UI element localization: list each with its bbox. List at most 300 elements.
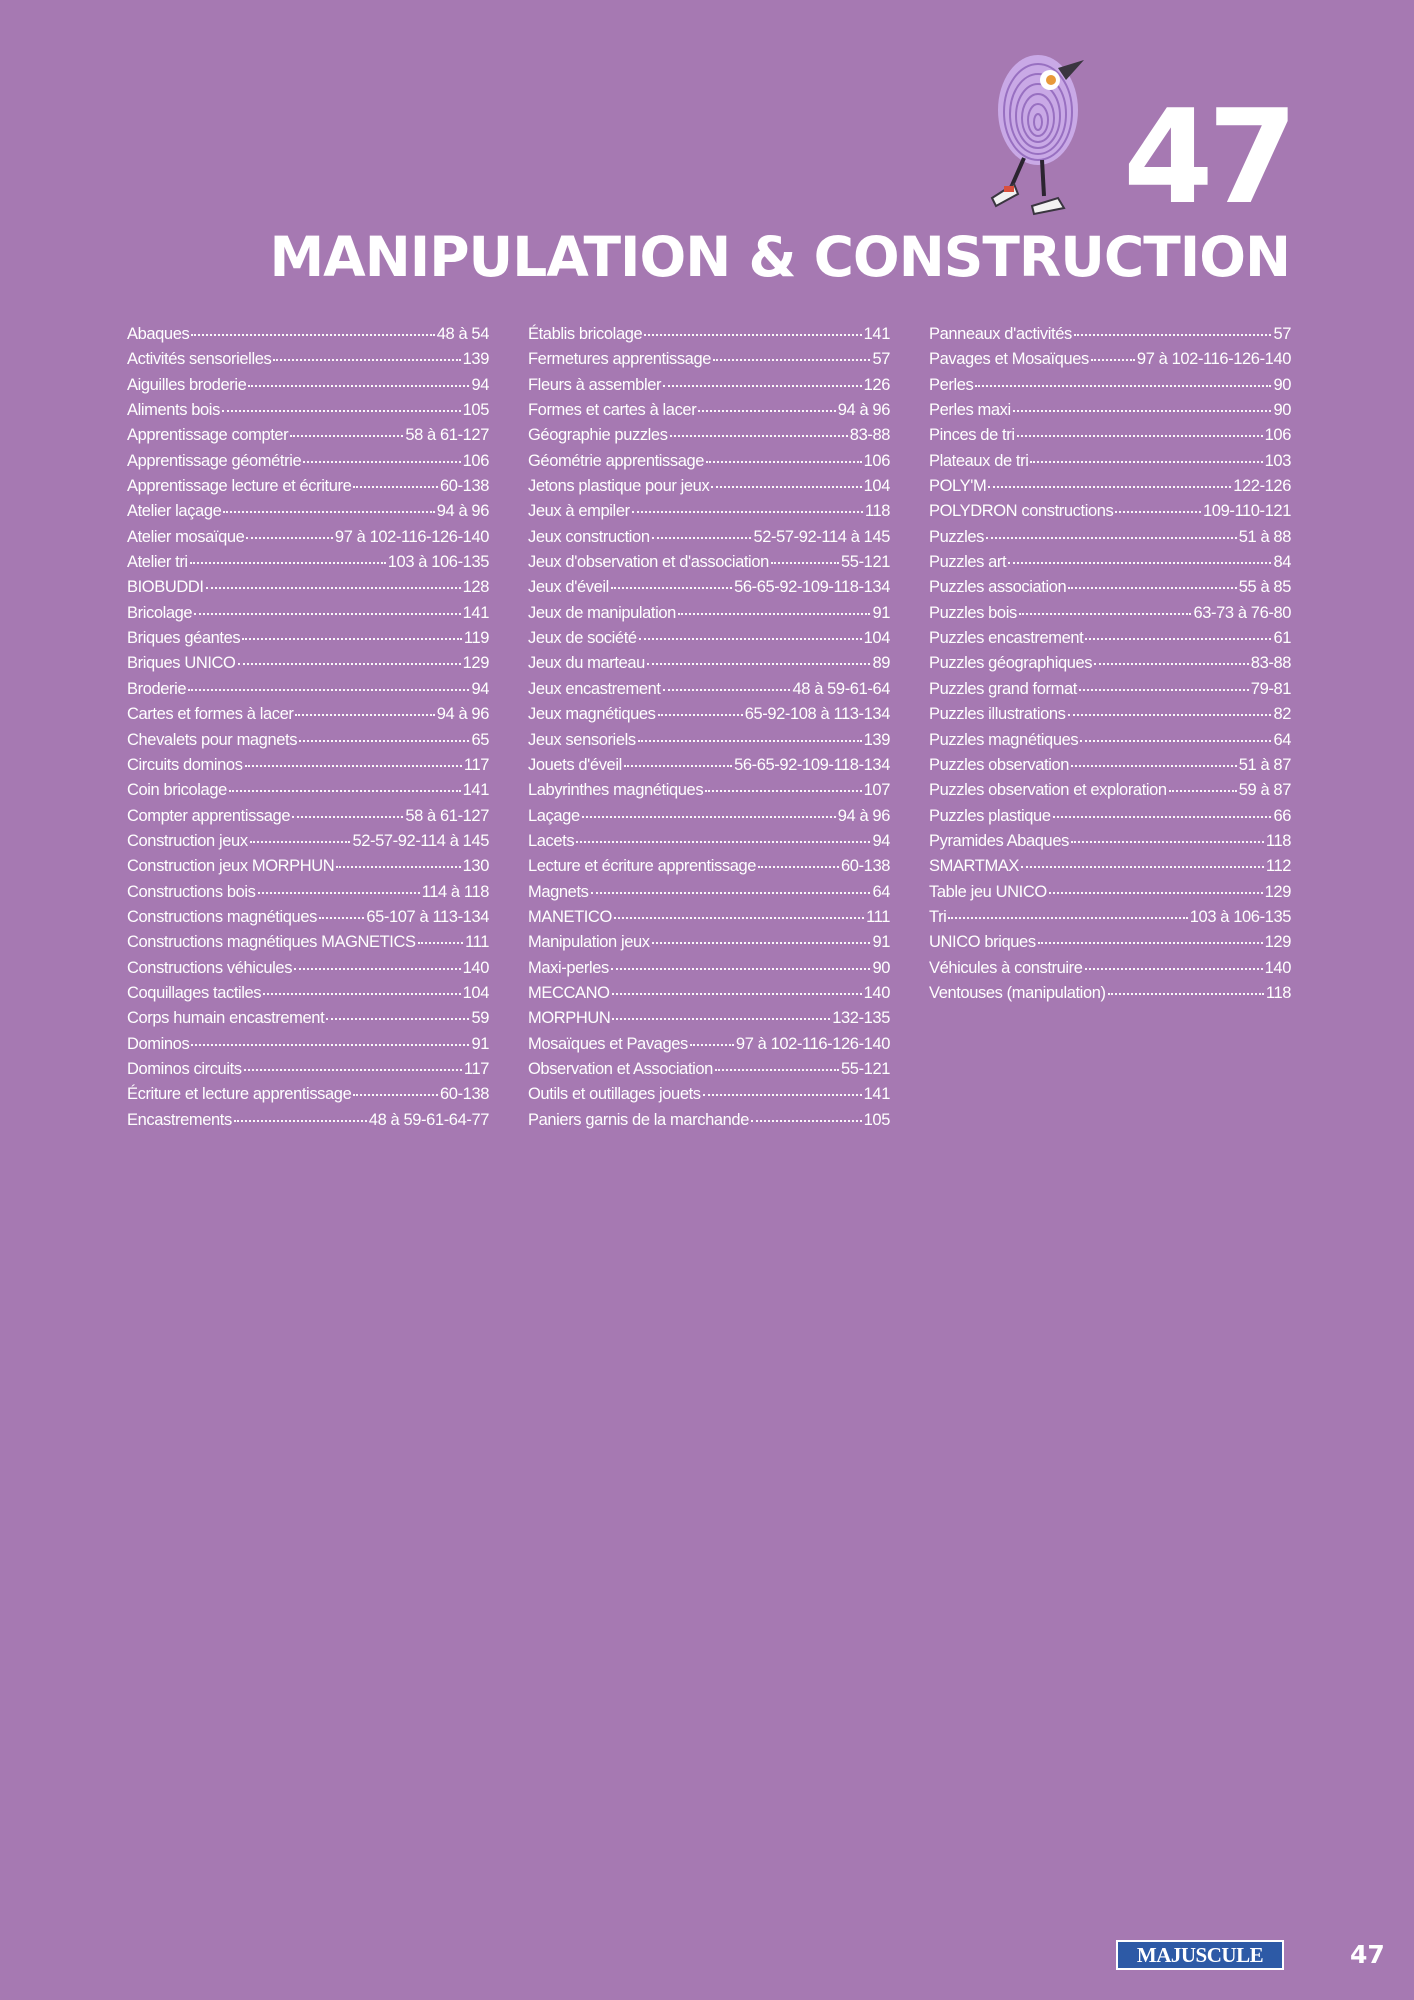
index-entry: [929, 550, 1291, 575]
index-entry: [127, 1082, 489, 1107]
index-pages: 90: [872, 958, 890, 977]
dot-leader: [678, 613, 871, 615]
index-pages: 55-121: [841, 1059, 890, 1078]
index-pages: 89: [872, 654, 890, 673]
index-term: Constructions véhicules: [127, 958, 293, 977]
dot-leader: [658, 714, 743, 716]
index-term: Apprentissage lecture et écriture: [127, 477, 352, 496]
index-entry: [528, 1057, 890, 1082]
index-term: BIOBUDDI: [127, 578, 204, 597]
index-entry: [528, 1006, 890, 1031]
index-term: Atelier laçage: [127, 502, 222, 521]
index-term: Circuits dominos: [127, 755, 243, 774]
index-term: Bricolage: [127, 603, 193, 622]
index-entry: [929, 829, 1291, 854]
chapter-number: 47: [1123, 81, 1292, 233]
index-term: Jeux encastrement: [528, 679, 661, 698]
index-pages: 139: [462, 350, 489, 369]
dot-leader: [706, 461, 862, 463]
index-pages: 61: [1273, 629, 1291, 648]
index-entry: [528, 499, 890, 524]
index-entry: [528, 575, 890, 600]
dot-leader: [612, 1018, 830, 1020]
index-term: Jeux du marteau: [528, 654, 645, 673]
brand-logo: MAJUSCULE: [1116, 1940, 1284, 1970]
index-term: Pavages et Mosaïques: [929, 350, 1089, 369]
index-column-1: [127, 322, 489, 1133]
index-pages: 97 à 102-116-126-140: [334, 527, 489, 546]
index-term: MECCANO: [528, 983, 610, 1002]
index-term: Jeux d'observation et d'association: [528, 553, 769, 572]
index-pages: 90: [1273, 401, 1291, 420]
dot-leader: [295, 714, 434, 716]
index-entry: [528, 804, 890, 829]
index-entry: [929, 322, 1291, 347]
index-pages: 90: [1273, 375, 1291, 394]
index-pages: 103: [1264, 451, 1291, 470]
index-pages: 97 à 102-116-126-140: [735, 1034, 890, 1053]
index-entry: [127, 398, 489, 423]
index-term: Jeux sensoriels: [528, 730, 636, 749]
index-entry: [528, 854, 890, 879]
dot-leader: [698, 410, 835, 412]
index-pages: 64: [1273, 730, 1291, 749]
dot-leader: [1091, 359, 1135, 361]
index-term: SMARTMAX: [929, 857, 1020, 876]
dot-leader: [948, 917, 1187, 919]
index-entry: [528, 981, 890, 1006]
index-entry: [127, 499, 489, 524]
index-entry: [528, 930, 890, 955]
index-entry: [127, 575, 489, 600]
index-entry: [528, 753, 890, 778]
dot-leader: [612, 993, 862, 995]
dot-leader: [638, 740, 862, 742]
index-term: Construction jeux MORPHUN: [127, 857, 335, 876]
index-term: Paniers garnis de la marchande: [528, 1110, 749, 1129]
index-term: Panneaux d'activités: [929, 325, 1072, 343]
dot-leader: [975, 385, 1271, 387]
index-entry: [929, 728, 1291, 753]
dot-leader: [273, 359, 460, 361]
index-pages: 122-126: [1233, 477, 1291, 496]
index-entry: [127, 550, 489, 575]
index-entry: [127, 930, 489, 955]
index-entry: [127, 1006, 489, 1031]
index-term: Magnets: [528, 882, 589, 901]
dot-leader: [647, 663, 871, 665]
dot-leader: [319, 917, 364, 919]
dot-leader: [248, 385, 469, 387]
index-term: Briques UNICO: [127, 654, 236, 673]
index-term: MORPHUN: [528, 1009, 611, 1028]
index-pages: 118: [1265, 983, 1291, 1002]
index-entry: [127, 322, 489, 347]
index-term: Établis bricolage: [528, 325, 643, 343]
dot-leader: [1085, 968, 1263, 970]
dot-leader: [715, 1069, 839, 1071]
index-pages: 118: [1265, 831, 1291, 850]
index-term: Constructions bois: [127, 882, 256, 901]
index-entry: [127, 474, 489, 499]
index-pages: 84: [1273, 553, 1291, 572]
dot-leader: [206, 587, 461, 589]
index-pages: 48 à 59-61-64-77: [368, 1110, 489, 1129]
index-pages: 94 à 96: [837, 401, 890, 420]
index-entry: [929, 981, 1291, 1006]
index-pages: 105: [863, 1110, 890, 1129]
index-pages: 117: [463, 1059, 489, 1078]
index-pages: 94: [471, 679, 489, 698]
index-term: Perles: [929, 375, 974, 394]
index-pages: 56-65-92-109-118-134: [734, 755, 890, 774]
dot-leader: [250, 841, 351, 843]
dot-leader: [222, 410, 461, 412]
index-term: Atelier tri: [127, 553, 188, 572]
index-term: Dominos circuits: [127, 1059, 242, 1078]
dot-leader: [705, 790, 861, 792]
index-pages: 58 à 61-127: [405, 426, 489, 445]
index-term: UNICO briques: [929, 933, 1036, 952]
index-entry: [528, 1108, 890, 1133]
index-term: Puzzles encastrement: [929, 629, 1084, 648]
dot-leader: [1094, 663, 1249, 665]
index-entry: [127, 1057, 489, 1082]
index-entry: [929, 804, 1291, 829]
index-pages: 57: [872, 350, 890, 369]
dot-leader: [191, 1044, 469, 1046]
index-term: Puzzles grand format: [929, 679, 1077, 698]
dot-leader: [1049, 892, 1263, 894]
index-term: Puzzles art: [929, 553, 1007, 572]
index-pages: 52-57-92-114 à 145: [753, 527, 890, 546]
index-pages: 104: [863, 477, 890, 496]
index-pages: 141: [863, 325, 890, 343]
index-entry: [528, 1082, 890, 1107]
dot-leader: [294, 968, 461, 970]
index-term: Constructions magnétiques MAGNETICS: [127, 933, 416, 952]
index-column-3: [929, 322, 1291, 1006]
index-term: Encastrements: [127, 1110, 232, 1129]
dot-leader: [238, 663, 461, 665]
index-pages: 83-88: [1250, 654, 1291, 673]
index-term: Pinces de tri: [929, 426, 1015, 445]
index-pages: 65-92-108 à 113-134: [744, 705, 890, 724]
index-pages: 60-138: [440, 1085, 489, 1104]
dot-leader: [1108, 993, 1264, 995]
index-entry: [528, 373, 890, 398]
index-pages: 141: [462, 603, 489, 622]
index-pages: 106: [462, 451, 489, 470]
index-entry: [528, 449, 890, 474]
page-number: 47: [1350, 1940, 1385, 1969]
index-pages: 91: [872, 933, 890, 952]
index-term: Puzzles bois: [929, 603, 1017, 622]
index-pages: 117: [463, 755, 489, 774]
index-term: Puzzles géographiques: [929, 654, 1093, 673]
dot-leader: [223, 511, 434, 513]
index-entry: [929, 930, 1291, 955]
index-entry: [127, 854, 489, 879]
dot-leader: [191, 334, 434, 336]
index-entry: [929, 677, 1291, 702]
index-term: Construction jeux: [127, 831, 248, 850]
index-pages: 94 à 96: [436, 502, 489, 521]
index-term: Fermetures apprentissage: [528, 350, 711, 369]
index-entry: [127, 347, 489, 372]
index-entry: [127, 880, 489, 905]
dot-leader: [751, 1120, 862, 1122]
index-entry: [929, 474, 1291, 499]
index-entry: [127, 829, 489, 854]
index-term: Jouets d'éveil: [528, 755, 622, 774]
dot-leader: [1080, 740, 1271, 742]
index-entry: [127, 728, 489, 753]
index-pages: 65-107 à 113-134: [366, 907, 489, 926]
index-pages: 140: [863, 983, 890, 1002]
index-pages: 56-65-92-109-118-134: [734, 578, 890, 597]
index-pages: 52-57-92-114 à 145: [352, 831, 489, 850]
dot-leader: [663, 689, 791, 691]
dot-leader: [614, 917, 864, 919]
index-term: Lecture et écriture apprentissage: [528, 857, 757, 876]
index-pages: 105: [462, 401, 489, 420]
dot-leader: [229, 790, 461, 792]
index-entry: [929, 525, 1291, 550]
dot-leader: [292, 816, 403, 818]
dot-leader: [188, 689, 469, 691]
index-entry: [929, 601, 1291, 626]
index-entry: [127, 651, 489, 676]
index-entry: [929, 423, 1291, 448]
dot-leader: [988, 486, 1231, 488]
index-term: Puzzles association: [929, 578, 1067, 597]
dot-leader: [418, 942, 463, 944]
index-term: Plateaux de tri: [929, 451, 1029, 470]
dot-leader: [632, 511, 863, 513]
dot-leader: [1068, 714, 1272, 716]
index-entry: [127, 601, 489, 626]
index-term: Puzzles magnétiques: [929, 730, 1079, 749]
index-term: Aiguilles broderie: [127, 375, 247, 394]
dot-leader: [663, 385, 862, 387]
index-term: Jeux d'éveil: [528, 578, 609, 597]
index-term: Ventouses (manipulation): [929, 983, 1106, 1002]
index-pages: 94: [872, 831, 890, 850]
index-entry: [528, 677, 890, 702]
dot-leader: [758, 866, 839, 868]
dot-leader: [1079, 689, 1249, 691]
dot-leader: [582, 816, 836, 818]
dot-leader: [670, 435, 848, 437]
index-term: Atelier mosaïque: [127, 527, 245, 546]
dot-leader: [652, 942, 871, 944]
index-pages: 106: [1264, 426, 1291, 445]
dot-leader: [303, 461, 460, 463]
index-term: Coquillages tactiles: [127, 983, 262, 1002]
index-term: Table jeu UNICO: [929, 882, 1047, 901]
index-entry: [929, 753, 1291, 778]
index-term: MANETICO: [528, 907, 612, 926]
index-term: Coin bricolage: [127, 781, 227, 800]
index-entry: [929, 880, 1291, 905]
dot-leader: [1115, 511, 1201, 513]
index-pages: 130: [462, 857, 489, 876]
dot-leader: [353, 1094, 438, 1096]
dot-leader: [703, 1094, 862, 1096]
index-entry: [127, 905, 489, 930]
index-pages: 128: [462, 578, 489, 597]
index-entry: [528, 702, 890, 727]
index-term: Apprentissage géométrie: [127, 451, 302, 470]
dot-leader: [326, 1018, 469, 1020]
index-term: Cartes et formes à lacer: [127, 705, 294, 724]
index-entry: [929, 956, 1291, 981]
index-term: POLYDRON constructions: [929, 502, 1114, 521]
index-pages: 114 à 118: [421, 882, 489, 901]
index-entry: [929, 449, 1291, 474]
index-pages: 82: [1273, 705, 1291, 724]
index-entry: [127, 626, 489, 651]
index-term: POLY'M: [929, 477, 987, 496]
index-term: Jetons plastique pour jeux: [528, 477, 710, 496]
index-term: Véhicules à construire: [929, 958, 1083, 977]
index-entry: [929, 398, 1291, 423]
index-entry: [929, 626, 1291, 651]
index-pages: 104: [863, 629, 890, 648]
index-entry: [929, 854, 1291, 879]
dot-leader: [1074, 334, 1272, 336]
index-pages: 111: [465, 933, 489, 952]
index-entry: [528, 398, 890, 423]
index-pages: 119: [463, 629, 489, 648]
dot-leader: [1038, 942, 1263, 944]
index-pages: 129: [1264, 882, 1291, 901]
index-pages: 118: [864, 502, 890, 521]
index-pages: 66: [1273, 806, 1291, 825]
index-pages: 79-81: [1250, 679, 1291, 698]
index-term: Broderie: [127, 679, 187, 698]
index-pages: 140: [1264, 958, 1291, 977]
index-pages: 97 à 102-116-126-140: [1136, 350, 1291, 369]
index-pages: 48 à 59-61-64: [792, 679, 890, 698]
index-entry: [127, 525, 489, 550]
index-entry: [528, 601, 890, 626]
dot-leader: [1019, 613, 1192, 615]
index-pages: 103 à 106-135: [1189, 907, 1291, 926]
index-term: Jeux construction: [528, 527, 650, 546]
index-entry: [127, 1108, 489, 1133]
dot-leader: [258, 892, 420, 894]
dot-leader: [194, 613, 460, 615]
index-entry: [127, 702, 489, 727]
index-term: Jeux à empiler: [528, 502, 630, 521]
index-term: Lacets: [528, 831, 575, 850]
index-entry: [127, 1032, 489, 1057]
index-entry: [528, 525, 890, 550]
index-term: Géométrie apprentissage: [528, 451, 705, 470]
index-pages: 141: [863, 1085, 890, 1104]
dot-leader: [986, 537, 1237, 539]
index-pages: 94 à 96: [837, 806, 890, 825]
dot-leader: [263, 993, 460, 995]
index-term: Manipulation jeux: [528, 933, 650, 952]
index-term: Tri: [929, 907, 947, 926]
index-pages: 141: [462, 781, 489, 800]
index-term: Observation et Association: [528, 1059, 713, 1078]
dot-leader: [1017, 435, 1263, 437]
dot-leader: [244, 1069, 462, 1071]
dot-leader: [1071, 841, 1264, 843]
index-term: Aliments bois: [127, 401, 220, 420]
dot-leader: [245, 765, 462, 767]
index-term: Corps humain encastrement: [127, 1009, 325, 1028]
index-entry: [528, 905, 890, 930]
dot-leader: [1013, 410, 1272, 412]
index-pages: 64: [872, 882, 890, 901]
index-pages: 103 à 106-135: [387, 553, 489, 572]
index-pages: 139: [863, 730, 890, 749]
dot-leader: [713, 359, 870, 361]
index-entry: [528, 829, 890, 854]
index-term: Puzzles: [929, 527, 984, 546]
index-pages: 51 à 88: [1238, 527, 1291, 546]
dot-leader: [644, 334, 861, 336]
index-entry: [127, 804, 489, 829]
dot-leader: [242, 638, 462, 640]
dot-leader: [190, 562, 386, 564]
index-term: Labyrinthes magnétiques: [528, 781, 704, 800]
index-term: Outils et outillages jouets: [528, 1085, 701, 1104]
index-pages: 59 à 87: [1238, 781, 1291, 800]
index-term: Briques géantes: [127, 629, 241, 648]
index-entry: [929, 905, 1291, 930]
dot-leader: [1053, 816, 1272, 818]
index-term: Chevalets pour magnets: [127, 730, 298, 749]
index-entry: [528, 651, 890, 676]
index-term: Perles maxi: [929, 401, 1011, 420]
index-pages: 60-138: [440, 477, 489, 496]
index-term: Puzzles observation: [929, 755, 1070, 774]
index-term: Apprentissage compter: [127, 426, 289, 445]
index-entry: [528, 880, 890, 905]
index-term: Maxi-perles: [528, 958, 609, 977]
dot-leader: [611, 968, 871, 970]
index-pages: 106: [863, 451, 890, 470]
index-pages: 126: [863, 375, 890, 394]
dot-leader: [1071, 765, 1237, 767]
dot-leader: [290, 435, 403, 437]
index-pages: 107: [863, 781, 890, 800]
index-entry: [127, 373, 489, 398]
index-term: Puzzles illustrations: [929, 705, 1066, 724]
dot-leader: [771, 562, 839, 564]
index-pages: 129: [1264, 933, 1291, 952]
index-term: Dominos: [127, 1034, 190, 1053]
dot-leader: [336, 866, 460, 868]
index-entry: [528, 728, 890, 753]
dot-leader: [1030, 461, 1262, 463]
dot-leader: [1068, 587, 1236, 589]
index-term: Abaques: [127, 325, 190, 343]
index-pages: 60-138: [841, 857, 890, 876]
index-entry: [127, 753, 489, 778]
dot-leader: [299, 740, 469, 742]
index-entry: [528, 1032, 890, 1057]
dot-leader: [576, 841, 870, 843]
dot-leader: [591, 892, 871, 894]
index-pages: 63-73 à 76-80: [1193, 603, 1291, 622]
